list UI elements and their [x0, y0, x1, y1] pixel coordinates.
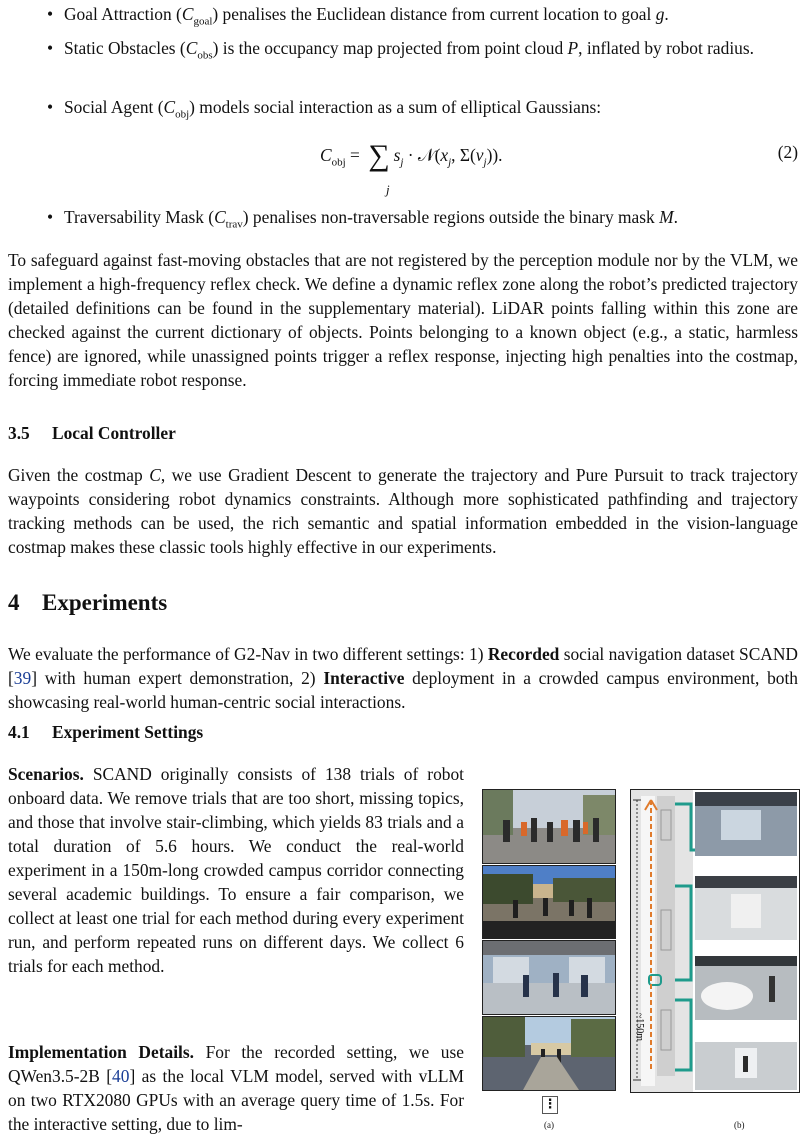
campus-plaza-image [483, 866, 615, 938]
bullet-social-agent: • Social Agent $(C_{obj})$ models social interaction as a sum of elliptical Gaussians: [64, 95, 798, 126]
citation-39[interactable]: 39 [13, 668, 32, 688]
equation-formula: $C_{obj}$ = ∑ $s_j$ · $𝒩(x_j$, $\Sigma(v_j)$). j [320, 140, 503, 174]
citation-40[interactable]: 40 [112, 1066, 130, 1086]
paragraph-scenarios: Scenarios. SCAND originally consists of 138 trials of robot onboard data. We remove trials that are too short, missing topics, and those that involve stair-climbing, which yields 83 trials and a total duration of 5.6 hours. We conduct the real-world experiment in a 150m-long crowded campus corridor connecting several academic buildings. To ensure a fair comparison, we collect at least one trial for each method during every experiment run, and perform repeated runs on different days. We collect 6 trials for each method. [8, 764, 464, 976]
figure-caption-b: (b) [734, 1120, 745, 1130]
figure-a-photo-stack [482, 789, 616, 1091]
bullet-traversability: • Traversability Mask $(C_{trav})$ penalises non-traversable regions outside the binary mask M. [64, 205, 798, 236]
equation-number: (2) [777, 142, 798, 162]
more-options-icon[interactable]: ⋮ [543, 1097, 557, 1112]
photo-walkway [482, 1016, 616, 1091]
figure-b-corridor [630, 789, 800, 1093]
floor-plan-image [631, 790, 799, 1092]
figure-caption-a: (a) [544, 1120, 554, 1130]
walkway-image [483, 1017, 615, 1090]
photo-campus-plaza [482, 865, 616, 939]
bullet-goal-attraction: • Goal Attraction $(C_{goal})$ penalises the Euclidean distance from current location to goal g. [64, 2, 798, 33]
section-heading-3-5: 3.5 Local Controller [8, 423, 176, 443]
section-heading-4-1: 4.1 Experiment Settings [8, 722, 204, 742]
paragraph-local-controller: Given the costmap C, we use Gradient Descent to generate the trajectory and Pure Pursuit to track trajectory waypoints considering robot dynamics constraints. Although more sophisticated pathfinding and trajectory tracking methods can be used, the rich semantic and spatial information embedded in the vision-language costmap makes these classic tools highly effective in our experiments. [8, 465, 798, 557]
bullet-static-obstacles: • Static Obstacles $(C_{obs})$ is the occupancy map projected from point cloud P, inflated by robot radius. [64, 36, 798, 67]
sum-index: j [386, 182, 390, 197]
photo-crowd-street [482, 789, 616, 864]
photo-indoor-hall [482, 940, 616, 1015]
equation-2 [8, 132, 798, 197]
crowd-street-image [483, 790, 615, 863]
paragraph-reflex: To safeguard against fast-moving obstacles that are not registered by the perception module nor by the VLM, we implement a high-frequency reflex check. We define a dynamic reflex zone along the robot’s predicted trajectory (detailed definitions can be found in the supplementary material). LiDAR points falling within this zone are checked against the current dictionary of objects. Points belonging to a known object (e.g., a static, harmless fence) are ignored, while unassigned points trigger a reflex response, injecting high penalties into the costmap, forcing immediate robot response. [8, 250, 798, 390]
paragraph-experiments: We evaluate the performance of G2-Nav in two different settings: 1) Recorded social navigation dataset SCAND [39] with human expert demonstration, 2) Interactive deployment in a crowded campus environment, both showcasing real-world human-centric social interactions. [8, 644, 798, 712]
indoor-hall-image [483, 941, 615, 1014]
paragraph-implementation: Implementation Details. For the recorded setting, we use QWen3.5-2B [40] as the local VLM model, served with vLLM on two RTX2080 GPUs with an average query time of 1.5s. For the interactive setting, due to lim- [8, 1042, 464, 1134]
section-heading-4: 4 Experiments [8, 590, 168, 615]
scale-label: ~150m [634, 1012, 646, 1042]
